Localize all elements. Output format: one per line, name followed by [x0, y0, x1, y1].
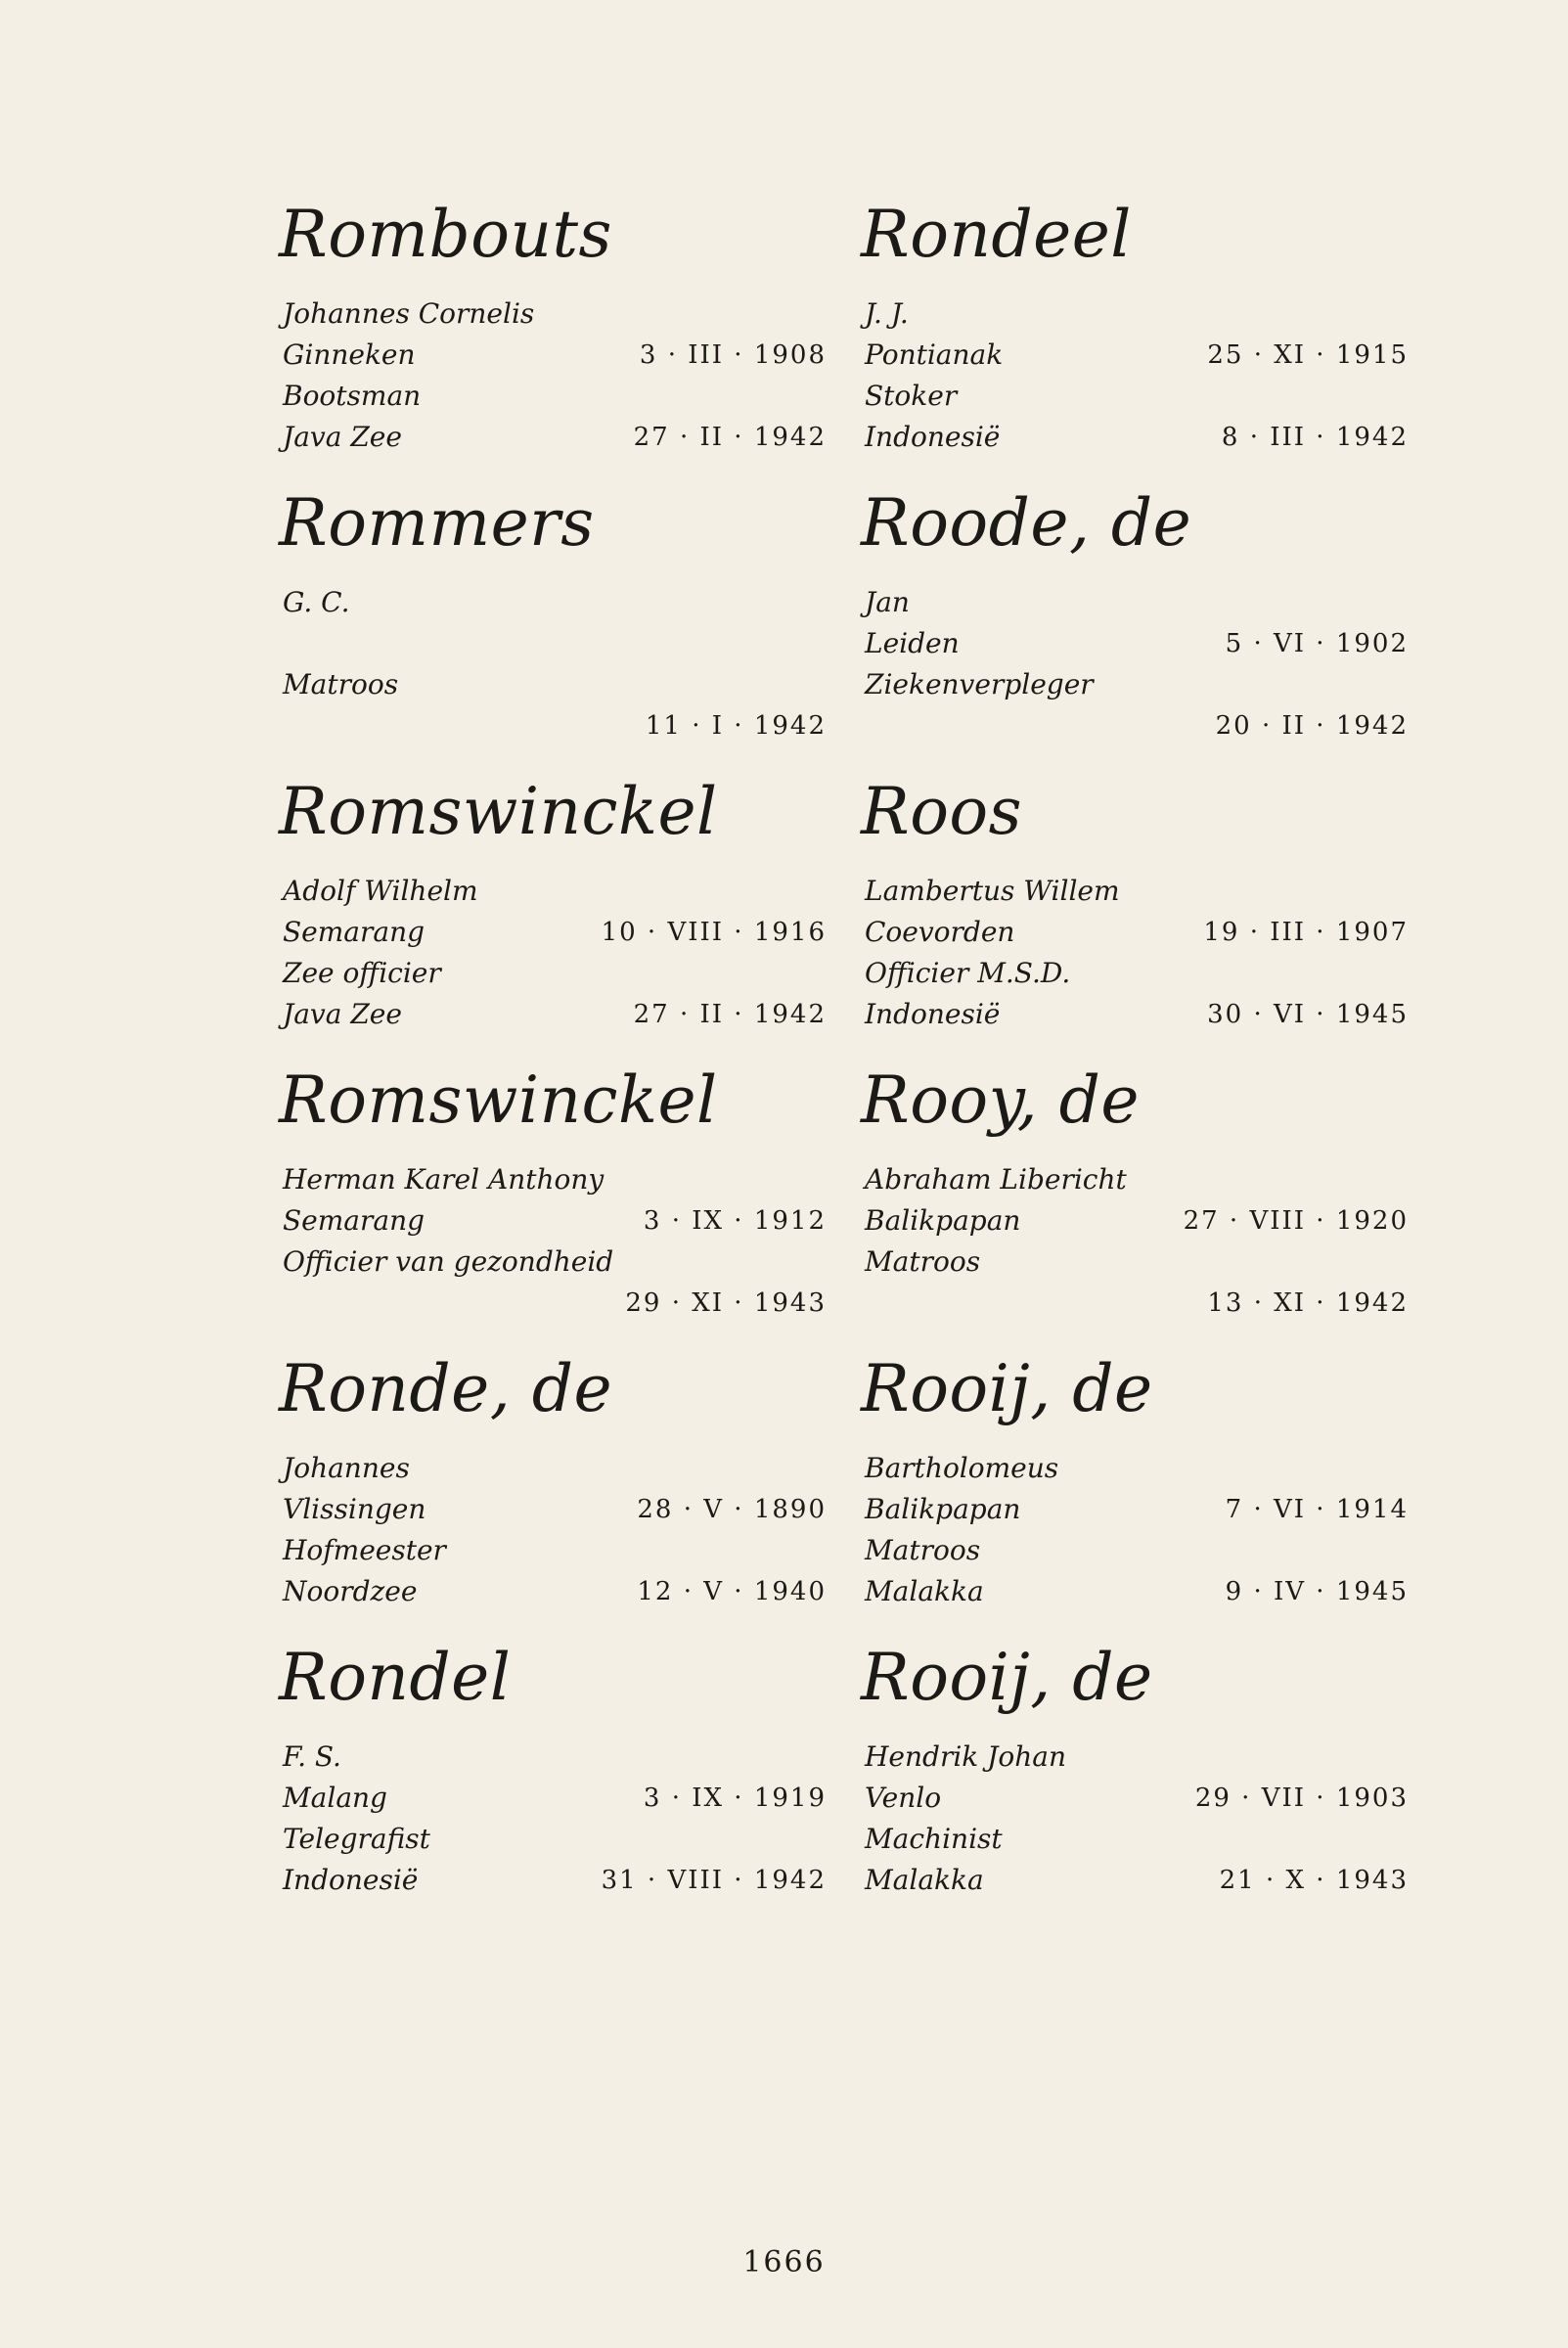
entry-date: 29 · XI · 1943 [625, 1288, 827, 1318]
entry-line [279, 294, 827, 335]
entry-detail: Matroos [865, 1245, 981, 1278]
entry-detail: Bartholomeus [865, 1452, 1059, 1484]
entry-detail: Malang [283, 1782, 387, 1814]
entry-line [279, 953, 827, 994]
entry-detail: Noordzee [283, 1575, 418, 1607]
entry-line [861, 912, 1409, 953]
entry-surname: Rombouts [279, 197, 612, 272]
entry-line [861, 953, 1409, 994]
entry-detail: Hofmeester [283, 1534, 446, 1566]
entry-detail: Jan [865, 586, 910, 618]
entry-line [861, 1819, 1409, 1860]
entry-detail: F. S. [283, 1740, 341, 1773]
entry-line [861, 335, 1409, 376]
entry-line [279, 582, 827, 623]
entry-line [279, 1819, 827, 1860]
entry-date: 20 · II · 1942 [1215, 711, 1409, 741]
entry-line [861, 1489, 1409, 1530]
entry-surname: Rondel [279, 1640, 512, 1715]
entry-surname: Rondeel [861, 197, 1132, 272]
entry-surname: Romswinckel [279, 1062, 718, 1138]
entry-detail: Pontianak [865, 339, 1004, 371]
entry [861, 1061, 1409, 1350]
entry-line [279, 912, 827, 953]
entry-detail: Stoker [865, 380, 958, 412]
entry-line [861, 871, 1409, 912]
entry-detail: Coevorden [865, 916, 1015, 948]
entry-line [279, 664, 827, 705]
entry-date: 11 · I · 1942 [645, 711, 827, 741]
entry-line [279, 1448, 827, 1489]
entry-date: 3 · III · 1908 [639, 340, 827, 370]
entry-detail: Semarang [283, 916, 426, 948]
entry-date: 8 · III · 1942 [1221, 423, 1409, 452]
entry-date: 27 · VIII · 1920 [1183, 1206, 1409, 1236]
entry-detail: Johannes Cornelis [283, 297, 535, 330]
entry-detail: Lambertus Willem [865, 875, 1120, 907]
entry-line [279, 1737, 827, 1778]
entry [279, 484, 827, 773]
entry-surname: Roode, de [861, 485, 1192, 561]
entry-line [279, 705, 827, 746]
entry-detail: J. J. [865, 297, 909, 330]
entry-detail: Semarang [283, 1204, 426, 1237]
entry [861, 1350, 1409, 1639]
entry-date: 31 · VIII · 1942 [601, 1866, 827, 1895]
entry-detail: Indonesië [865, 421, 1001, 453]
entry-date: 29 · VII · 1903 [1194, 1784, 1409, 1813]
entry-line [861, 1283, 1409, 1324]
entry-detail: Herman Karel Anthony [283, 1163, 605, 1196]
entry [861, 773, 1409, 1061]
entry-date: 27 · II · 1942 [633, 1000, 827, 1029]
entry-surname: Ronde, de [279, 1351, 613, 1426]
entry-line [861, 1778, 1409, 1819]
entry-line [279, 1860, 827, 1901]
entry-line [279, 417, 827, 458]
entry-detail: Matroos [865, 1534, 981, 1566]
entry-line [279, 376, 827, 417]
entry-line [861, 1448, 1409, 1489]
entry-detail: Ginneken [283, 339, 416, 371]
page-number: 1666 [742, 2245, 826, 2280]
left-column [279, 196, 827, 1927]
entry-line [861, 1737, 1409, 1778]
entry-line [861, 1159, 1409, 1200]
right-column [861, 196, 1409, 1927]
entry-detail: Machinist [865, 1823, 1003, 1855]
entry-detail: Officier van gezondheid [283, 1245, 614, 1278]
entry-detail: Leiden [865, 627, 960, 659]
entry-date: 27 · II · 1942 [633, 423, 827, 452]
entry-line [279, 1530, 827, 1571]
entry-line [861, 623, 1409, 664]
entry-date: 5 · VI · 1902 [1225, 629, 1409, 658]
entry-detail: Venlo [865, 1782, 942, 1814]
entry-date: 28 · V · 1890 [637, 1495, 827, 1524]
entry-detail: Java Zee [283, 998, 402, 1030]
entry-line [861, 582, 1409, 623]
entry-line [279, 1778, 827, 1819]
entry-line [861, 1242, 1409, 1283]
entry-date: 21 · X · 1943 [1219, 1866, 1409, 1895]
entry [861, 484, 1409, 773]
entry-date: 7 · VI · 1914 [1225, 1495, 1409, 1524]
entry [279, 1350, 827, 1639]
entry-detail: Balikpapan [865, 1204, 1021, 1237]
entry-date: 30 · VI · 1945 [1207, 1000, 1409, 1029]
entry-line [279, 1200, 827, 1242]
entry-line [861, 1860, 1409, 1901]
entry [279, 196, 827, 484]
entry-date: 10 · VIII · 1916 [601, 918, 827, 947]
entry [279, 773, 827, 1061]
entry-date: 3 · IX · 1919 [643, 1784, 827, 1813]
entry-line [279, 871, 827, 912]
entry-line [279, 623, 827, 664]
entry-line [861, 1200, 1409, 1242]
entry [279, 1061, 827, 1350]
entry-line [279, 335, 827, 376]
entry-detail: Telegrafist [283, 1823, 430, 1855]
entry-line [279, 1242, 827, 1283]
entry-surname: Rooij, de [861, 1351, 1153, 1426]
entry-surname: Romswinckel [279, 774, 718, 849]
entry-date: 12 · V · 1940 [637, 1577, 827, 1606]
entry-detail: Bootsman [283, 380, 422, 412]
entry-detail: Balikpapan [865, 1493, 1021, 1525]
entry-line [861, 664, 1409, 705]
entry-detail: Zee officier [283, 957, 441, 989]
entry-line [861, 294, 1409, 335]
entry-line [861, 417, 1409, 458]
entry-line [861, 376, 1409, 417]
entry-line [279, 994, 827, 1035]
entry-line [861, 994, 1409, 1035]
entry-line [861, 1571, 1409, 1612]
entry-surname: Roos [861, 774, 1023, 849]
entry-line [279, 1283, 827, 1324]
entry-surname: Rooy, de [861, 1062, 1140, 1138]
entry-detail: Ziekenverpleger [865, 668, 1094, 700]
entry-detail: Matroos [283, 668, 399, 700]
entry-detail: Officier M.S.D. [865, 957, 1071, 989]
entry-date: 25 · XI · 1915 [1207, 340, 1409, 370]
entry [861, 196, 1409, 484]
entry-surname: Rommers [279, 485, 595, 561]
entry-detail: G. C. [283, 586, 350, 618]
entry-detail: Johannes [283, 1452, 410, 1484]
entry-line [279, 1571, 827, 1612]
entry-detail: Adolf Wilhelm [283, 875, 478, 907]
entry-line [279, 1489, 827, 1530]
entry-detail: Vlissingen [283, 1493, 426, 1525]
entry-detail: Malakka [865, 1864, 984, 1896]
entry-date: 19 · III · 1907 [1203, 918, 1409, 947]
entry-detail: Abraham Libericht [865, 1163, 1127, 1196]
entry [279, 1639, 827, 1927]
entry-detail: Java Zee [283, 421, 402, 453]
entry [861, 1639, 1409, 1927]
entry-detail: Hendrik Johan [865, 1740, 1066, 1773]
entry-line [861, 705, 1409, 746]
entry-detail: Indonesië [283, 1864, 419, 1896]
entry-line [861, 1530, 1409, 1571]
entry-surname: Rooij, de [861, 1640, 1153, 1715]
entry-line [279, 1159, 827, 1200]
entry-date: 13 · XI · 1942 [1207, 1288, 1409, 1318]
entry-detail: Indonesië [865, 998, 1001, 1030]
entry-date: 3 · IX · 1912 [643, 1206, 827, 1236]
entry-date: 9 · IV · 1945 [1225, 1577, 1409, 1606]
entry-detail: Malakka [865, 1575, 984, 1607]
